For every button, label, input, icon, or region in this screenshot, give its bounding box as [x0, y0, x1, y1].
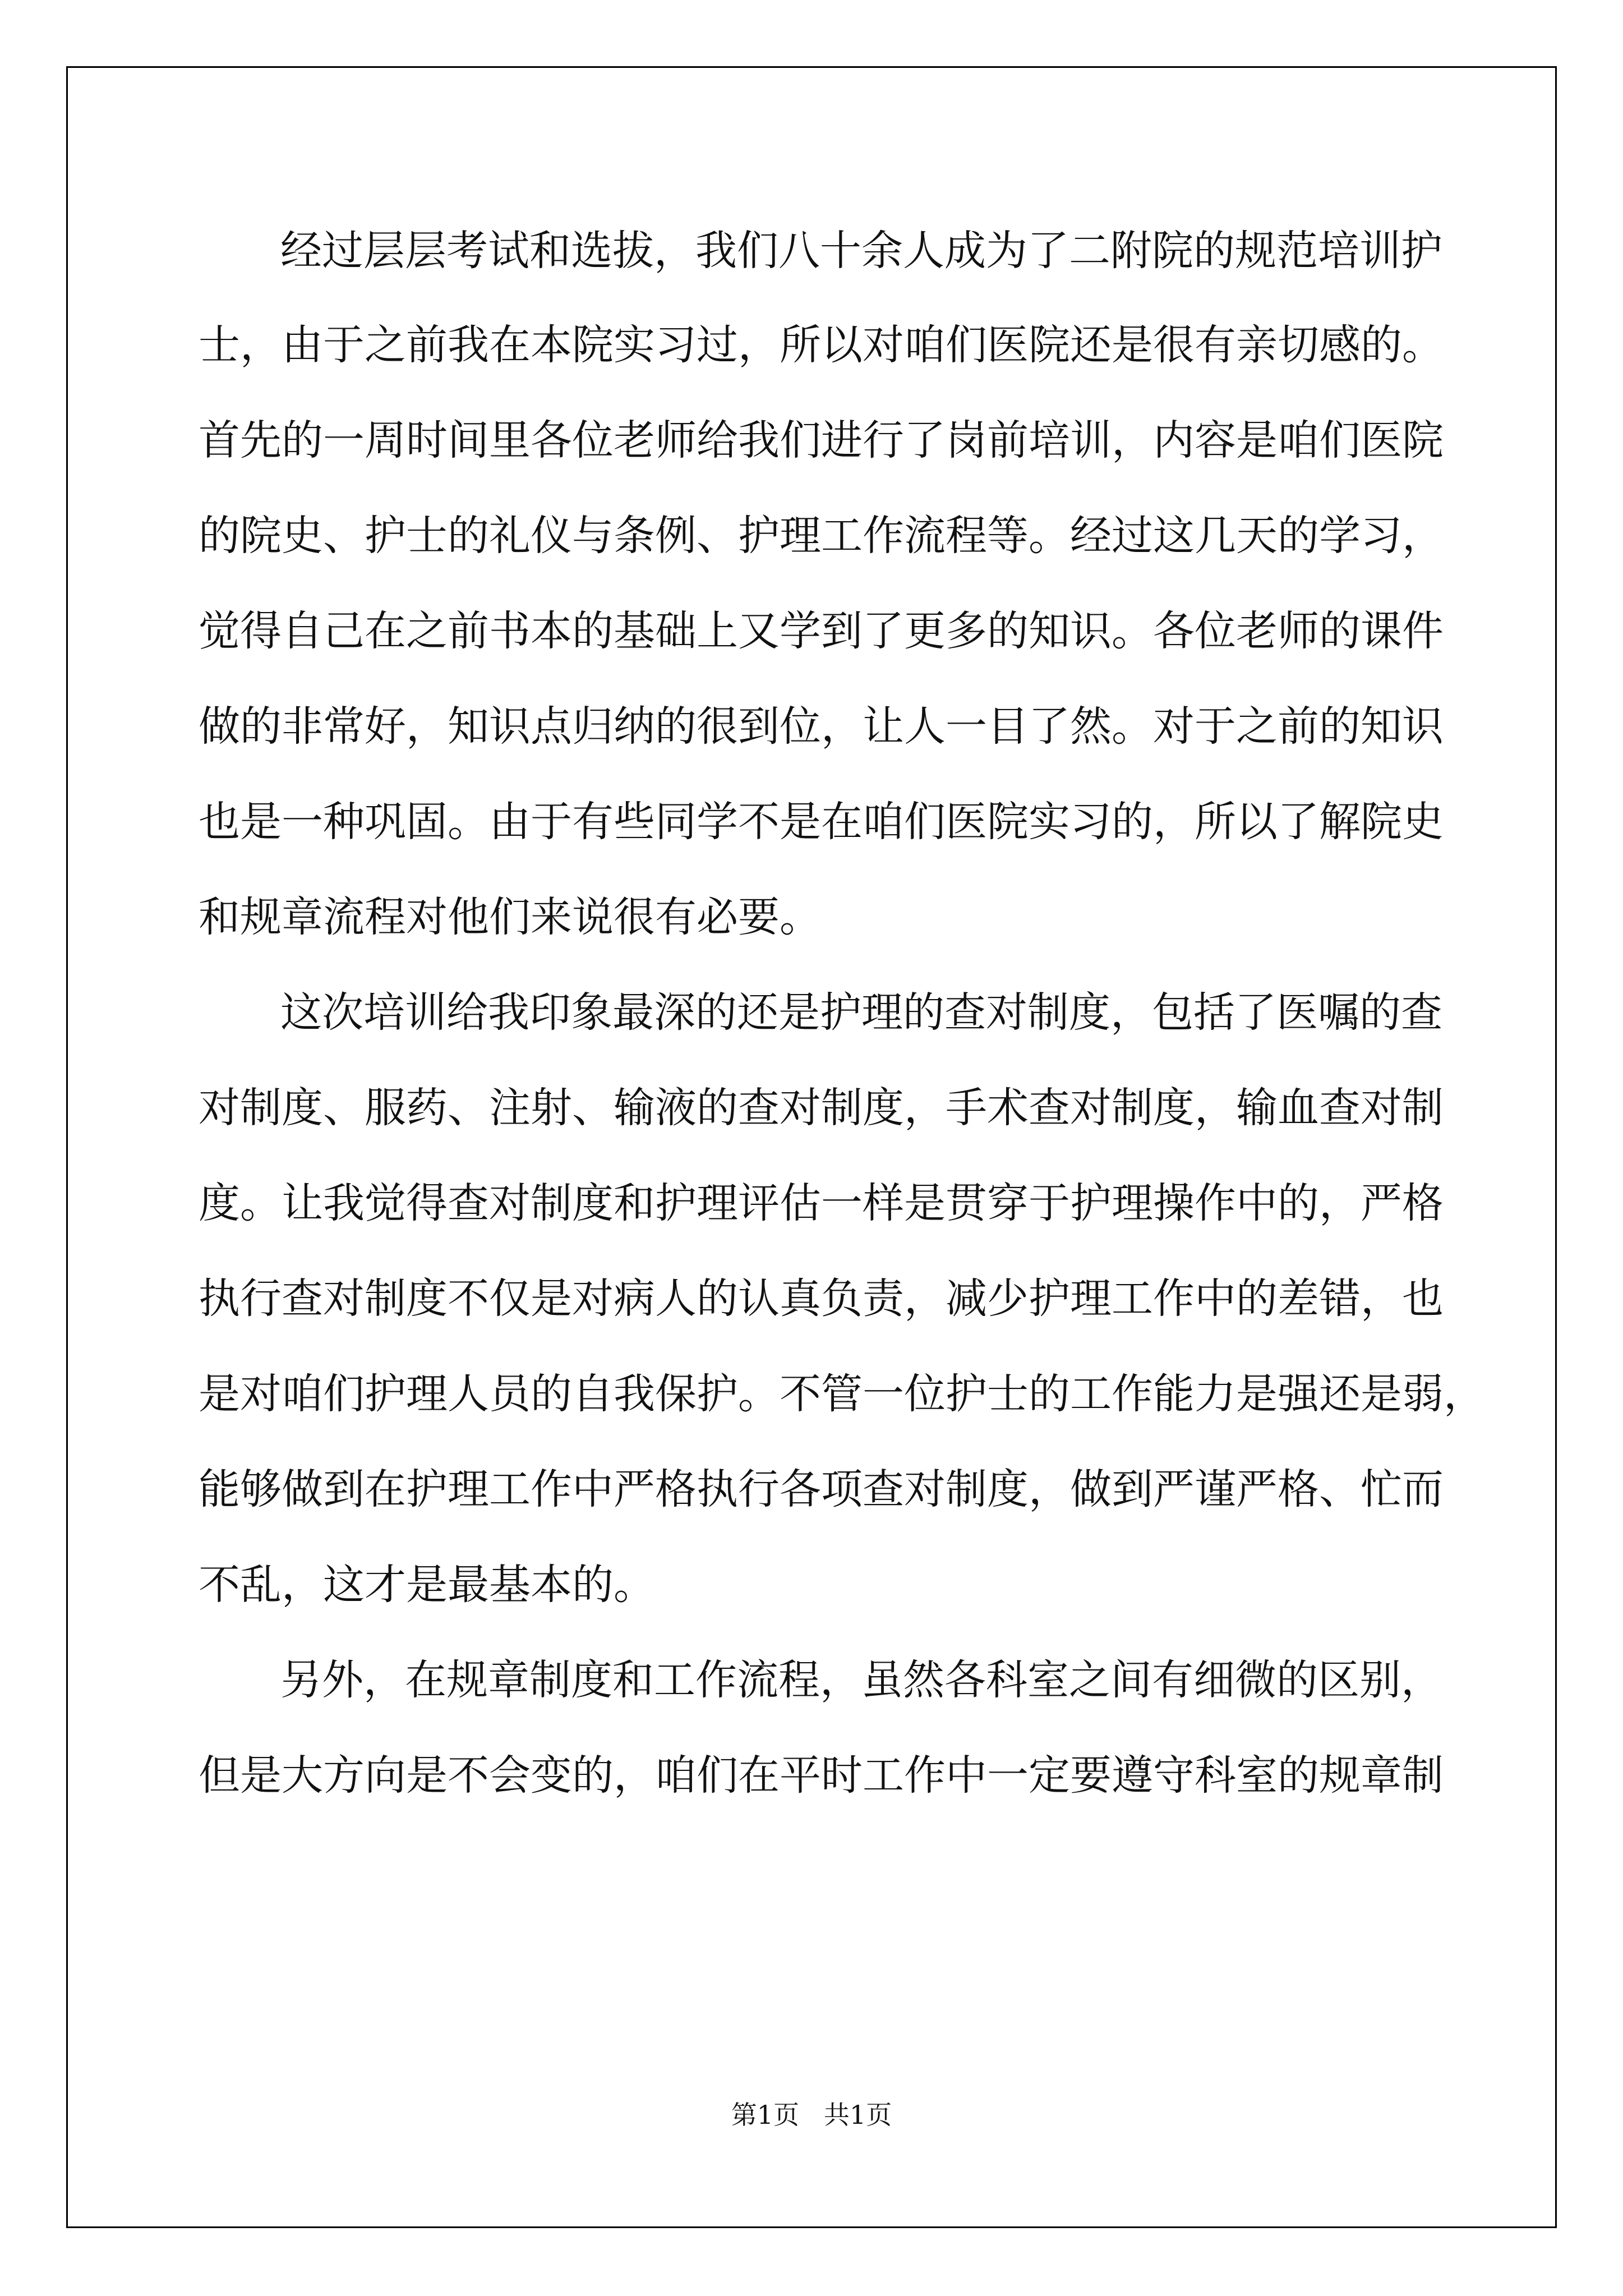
text-line: 做的非常好，知识点归纳的很到位，让人一目了然。对于之前的知识 [199, 702, 1444, 751]
text-line: 是对咱们护理人员的自我保护。不管一位护士的工作能力是强还是弱， [199, 1370, 1485, 1418]
text-line: 士，由于之前我在本院实习过，所以对咱们医院还是很有亲切感的。 [199, 321, 1444, 369]
text-line: 不乱，这才是最基本的。 [199, 1561, 655, 1609]
text-line: 首先的一周时间里各位老师给我们进行了岗前培训，内容是咱们医院 [199, 416, 1444, 464]
text-line: 也是一种巩固。由于有些同学不是在咱们医院实习的，所以了解院史 [199, 798, 1444, 846]
text-line: 和规章流程对他们来说很有必要。 [199, 893, 821, 941]
text-line: 的院史、护士的礼仪与条例、护理工作流程等。经过这几天的学习， [199, 512, 1444, 560]
text-line: 能够做到在护理工作中严格执行各项查对制度，做到严谨严格、忙而 [199, 1465, 1444, 1513]
text-line: 对制度、服药、注射、输液的查对制度，手术查对制度，输血查对制 [199, 1084, 1444, 1132]
text-line: 经过层层考试和选拔，我们八十余人成为了二附院的规范培训护 [280, 227, 1442, 275]
text-line: 度。让我觉得查对制度和护理评估一样是贯穿于护理操作中的，严格 [199, 1179, 1444, 1227]
text-line: 觉得自己在之前书本的基础上又学到了更多的知识。各位老师的课件 [199, 607, 1444, 655]
page-footer: 第1页 共1页 [731, 2100, 892, 2130]
text-line: 这次培训给我印象最深的还是护理的查对制度，包括了医嘱的查 [280, 988, 1442, 1037]
text-line: 执行查对制度不仅是对病人的认真负责，减少护理工作中的差错，也 [199, 1274, 1444, 1323]
page-border [66, 66, 1557, 2228]
text-line: 另外，在规章制度和工作流程，虽然各科室之间有细微的区别， [280, 1656, 1442, 1704]
text-line: 但是大方向是不会变的，咱们在平时工作中一定要遵守科室的规章制 [199, 1751, 1444, 1800]
